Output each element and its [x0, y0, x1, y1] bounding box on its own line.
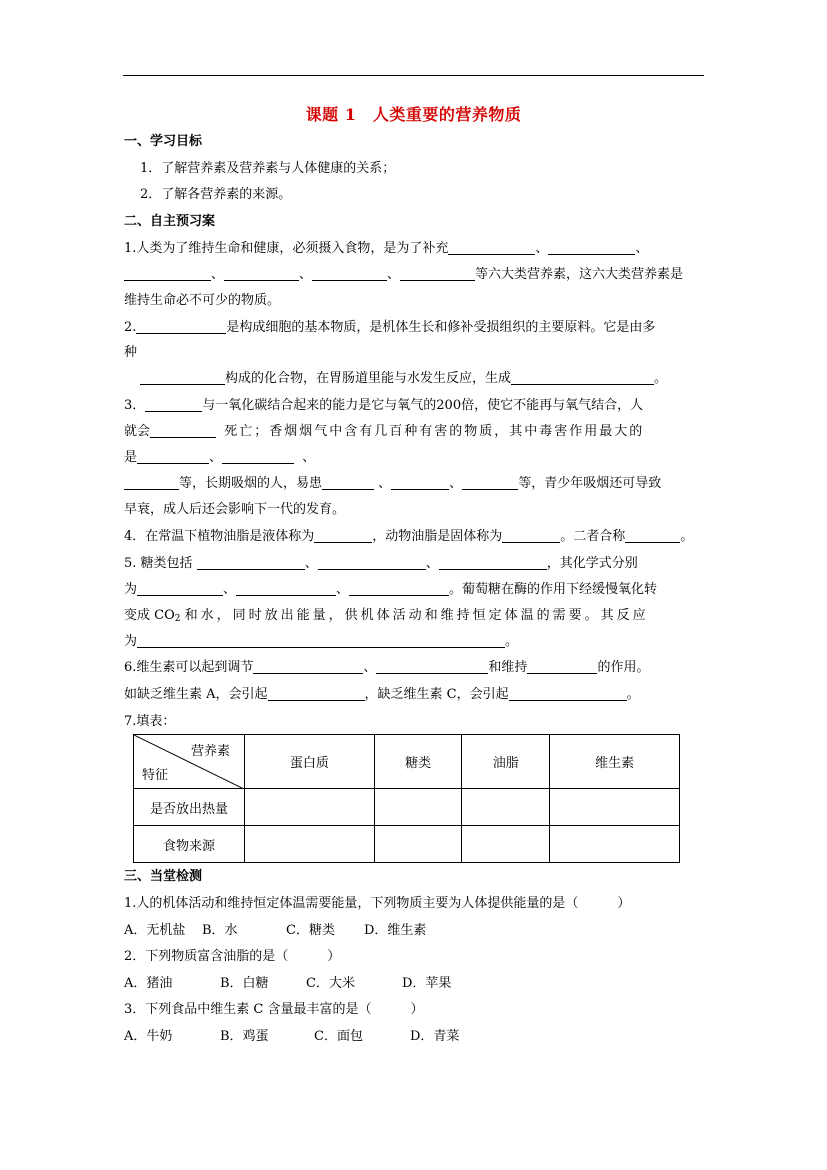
option[interactable]: B．白糖: [220, 976, 269, 991]
option[interactable]: D．维生素: [364, 923, 427, 938]
q3-line-5: 早衰，成人后还会影响下一代的发育。: [124, 502, 346, 517]
blank[interactable]: [448, 240, 535, 255]
row-header: 是否放出热量: [134, 789, 245, 826]
table-cell[interactable]: [245, 789, 375, 826]
q6-line-1: 6.维生素可以起到调节 、 和维持 的作用。: [124, 660, 650, 675]
option[interactable]: A．猪油: [124, 976, 173, 991]
header-rule: [123, 75, 704, 76]
table-cell[interactable]: [374, 826, 462, 863]
blank[interactable]: [391, 475, 449, 490]
blank[interactable]: [124, 266, 211, 281]
check-q3-stem: 3．下列食品中维生素 C 含量最丰富的是（ ）: [124, 1002, 424, 1017]
blank[interactable]: [502, 528, 560, 543]
option[interactable]: A．牛奶: [124, 1029, 173, 1044]
q3-line-3: 是 、 、: [124, 450, 316, 465]
blank[interactable]: [511, 370, 654, 385]
blank[interactable]: [527, 659, 597, 674]
blank[interactable]: [400, 266, 475, 281]
q1-line-3: 维持生命必不可少的物质。: [124, 293, 281, 308]
q2-line-2: 种: [124, 345, 138, 360]
q3-line-2: 就会 死亡；香烟烟气中含有几百种有害的物质，其中毒害作用最大的: [124, 424, 645, 439]
q3-line-4: 等，长期吸烟的人，易患 、 、 等，青少年吸烟还可导致: [124, 474, 661, 494]
q2-line-1: 2. 是构成细胞的基本物质，是机体生长和修补受损组织的主要原料。它是由多: [124, 320, 656, 335]
check-q2-stem: 2．下列物质富含油脂的是（ ）: [124, 949, 341, 964]
blank[interactable]: [222, 449, 294, 464]
table-cell[interactable]: [462, 789, 550, 826]
column-header: 油脂: [462, 735, 550, 789]
q6-line-2: 如缺乏维生素 A，会引起 ，缺乏维生素 C，会引起 。: [124, 687, 640, 702]
blank[interactable]: [224, 266, 299, 281]
blank[interactable]: [137, 581, 223, 596]
blank[interactable]: [312, 266, 387, 281]
q1-line-1: 1.人类为了维持生命和健康，必须摄入食物，是为了补充 、 、: [124, 241, 649, 256]
blank[interactable]: [197, 555, 305, 570]
section-3-heading: 三、当堂检测: [124, 869, 203, 884]
blank[interactable]: [349, 581, 449, 596]
page-title: 课题 1 人类重要的营养物质: [305, 105, 522, 124]
blank[interactable]: [140, 370, 225, 385]
table-cell[interactable]: [462, 826, 550, 863]
blank[interactable]: [253, 659, 363, 674]
option[interactable]: C．面包: [314, 1029, 363, 1044]
blank[interactable]: [268, 686, 365, 701]
q5-line-2: 为 、 、 。葡萄糖在酶的作用下经缓慢氧化转: [124, 582, 658, 597]
q7-label: 7.填表：: [124, 714, 176, 729]
option[interactable]: D．青菜: [410, 1029, 460, 1044]
row-header: 食物来源: [134, 826, 245, 863]
corner-bottom-label: 特征: [142, 768, 169, 783]
blank[interactable]: [318, 555, 426, 570]
blank[interactable]: [150, 423, 216, 438]
corner-top-label: 营养素: [190, 744, 230, 759]
blank[interactable]: [376, 659, 488, 674]
option[interactable]: C．大米: [306, 976, 355, 991]
q2-line-3: 构成的化合物，在胃肠道里能与水发生反应，生成 。: [140, 369, 667, 389]
option[interactable]: C．糖类: [286, 923, 335, 938]
blank[interactable]: [462, 475, 518, 490]
blank[interactable]: [548, 240, 635, 255]
option[interactable]: B．鸡蛋: [220, 1029, 269, 1044]
check-q3-options: [124, 1027, 459, 1047]
blank[interactable]: [124, 475, 179, 490]
column-header: 维生素: [550, 735, 680, 789]
blank[interactable]: [236, 581, 336, 596]
check-q2-options: [124, 974, 451, 994]
blank[interactable]: [145, 397, 202, 412]
blank[interactable]: [136, 319, 226, 334]
nutrient-table: [133, 734, 680, 863]
q1-line-2: 、 、 、 等六大类营养素，这六大类营养素是: [124, 265, 683, 285]
blank[interactable]: [137, 633, 505, 648]
q4-line-1: 4．在常温下植物油脂是液体称为 ，动物油脂是固体称为 。二者合称 。: [124, 529, 694, 544]
blank[interactable]: [625, 528, 680, 543]
check-q1-options: [124, 921, 426, 941]
blank[interactable]: [322, 475, 374, 490]
column-header: 糖类: [374, 735, 462, 789]
blank[interactable]: [314, 528, 372, 543]
blank[interactable]: [137, 449, 209, 464]
blank[interactable]: [509, 686, 627, 701]
q5-line-3: 变成 $CO_2$ 和水，同时放出能量，供机体活动和维持恒定体温的需要。其反应: [124, 608, 649, 624]
objective-2: 2．了解各营养素的来源。: [140, 187, 292, 202]
section-1-heading: 一、学习目标: [124, 134, 203, 149]
objective-1: 1．了解营养素及营养素与人体健康的关系；: [140, 161, 396, 176]
table-corner-cell: [134, 735, 245, 789]
option[interactable]: D．苹果: [402, 976, 452, 991]
table-cell[interactable]: [550, 789, 680, 826]
option[interactable]: A．无机盐: [124, 923, 186, 938]
blank[interactable]: [439, 555, 547, 570]
option[interactable]: B．水: [202, 923, 238, 938]
section-2-heading: 二、自主预习案: [124, 214, 216, 229]
check-q1-stem: 1.人的机体活动和维持恒定体温需要能量，下列物质主要为人体提供能量的是（ ）: [124, 896, 631, 911]
table-cell[interactable]: [245, 826, 375, 863]
q5-line-1: 5. 糖类包括 、 、 ，其化学式分别: [124, 556, 638, 571]
table-cell[interactable]: [550, 826, 680, 863]
column-header: 蛋白质: [245, 735, 375, 789]
q5-line-4: 为 。: [124, 634, 519, 649]
q3-line-1: 3． 与一氧化碳结合起来的能力是它与氧气的200倍，使它不能再与氧气结合，人: [124, 398, 644, 413]
table-cell[interactable]: [374, 789, 462, 826]
